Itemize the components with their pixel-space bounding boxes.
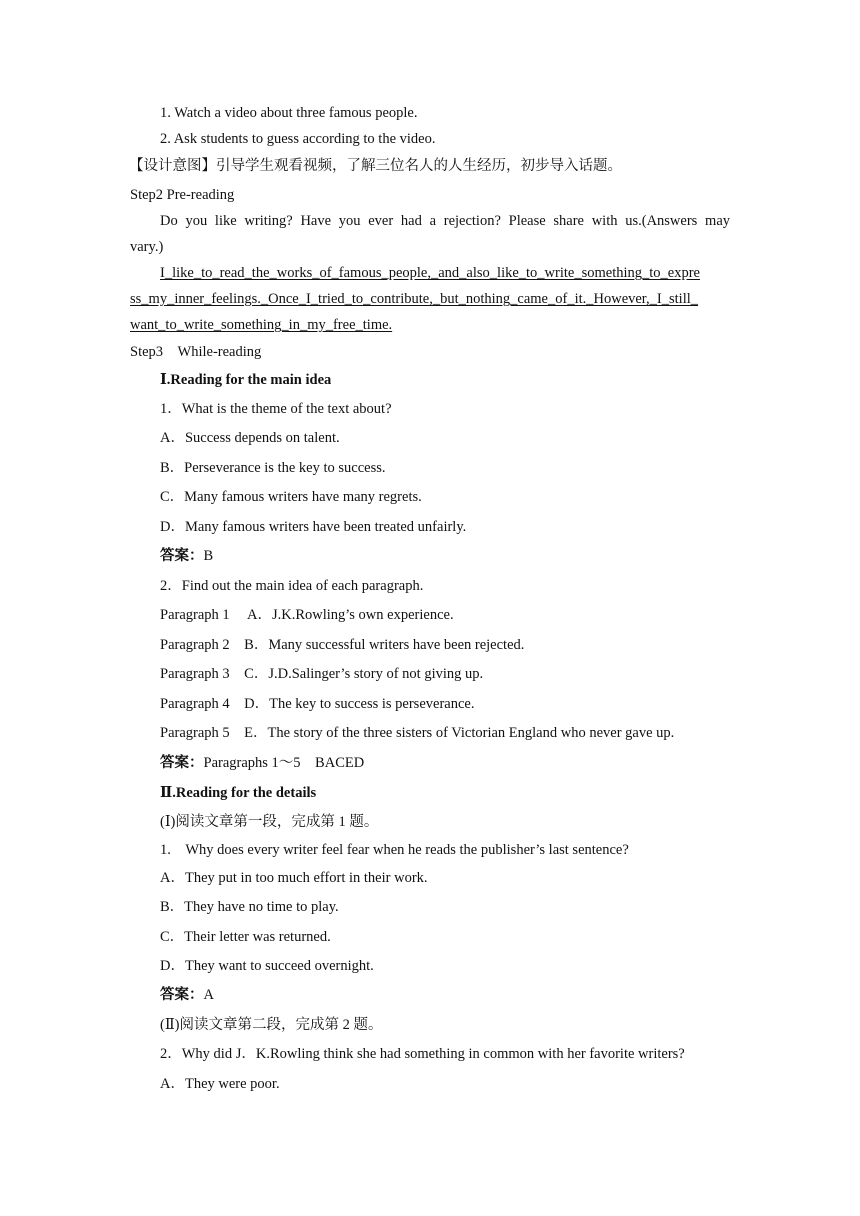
detail-q1-option-a: A．They put in too much effort in their work. [160,870,428,886]
step2-question-line2: vary.) [130,239,164,255]
answer-value: A [203,987,214,1003]
intro-item-1: 1. Watch a video about three famous people. [160,105,418,121]
q1-answer [160,547,213,565]
step2-answer-line3: want_to_write_something_in_my_free_time. [130,317,393,333]
paragraph-1-idea: Paragraph 1 A．J.K.Rowling’s own experience. [160,607,454,623]
part2-question-2: 2．Why did J．K.Rowling think she had something in common with her favorite writers? [160,1046,685,1062]
q2-answer [160,754,364,772]
detail-q1-option-b: B．They have no time to play. [160,899,339,915]
detail-q2-option-a: A．They were poor. [160,1076,280,1092]
paragraph-2-idea: Paragraph 2 B．Many successful writers have been rejected. [160,637,525,653]
part2-sub2-intro: (Ⅱ)阅读文章第二段，完成第 2 题。 [160,1017,383,1033]
q1-option-a: A．Success depends on talent. [160,430,340,446]
answer-value: Paragraphs 1～5 BACED [203,755,365,771]
step2-answer-line2: ss_my_inner_feelings._Once_I_tried_to_contribute,_but_nothing_came_of_it._However,_I_still_ [130,291,699,307]
q1-option-c: C．Many famous writers have many regrets. [160,489,422,505]
q1-option-d: D．Many famous writers have been treated unfairly. [160,519,467,535]
step3-heading: Step3 While-reading [130,344,262,360]
part1-question-2: 2．Find out the main idea of each paragraph. [160,578,424,594]
step2-question-line1: Do you like writing? Have you ever had a rejection? Please share with us.(Answers may [160,213,730,229]
answer-label: 答案： [160,548,204,564]
part1-question-1: 1．What is the theme of the text about? [160,401,392,417]
paragraph-4-idea: Paragraph 4 D．The key to success is perseverance. [160,696,475,712]
detail-q1-option-c: C．Their letter was returned. [160,929,331,945]
answer-label: 答案： [160,755,204,771]
answer-label: 答案： [160,987,204,1003]
detail-q1-answer [160,986,214,1004]
part2-question-1: 1. Why does every writer feel fear when he reads the publisher’s last sentence? [160,842,629,858]
intro-item-2: 2. Ask students to guess according to the video. [160,131,436,147]
design-intent: 【设计意图】引导学生观看视频，了解三位名人的人生经历，初步导入话题。 [129,158,622,174]
paragraph-3-idea: Paragraph 3 C．J.D.Salinger’s story of not giving up. [160,666,484,682]
paragraph-5-idea: Paragraph 5 E．The story of the three sisters of Victorian England who never gave up. [160,725,675,741]
q1-option-b: B．Perseverance is the key to success. [160,460,386,476]
detail-q1-option-d: D．They want to succeed overnight. [160,958,374,974]
part2-sub1-intro: (Ⅰ)阅读文章第一段，完成第 1 题。 [160,814,379,830]
step2-heading: Step2 Pre-reading [130,187,235,203]
step2-answer-line1: I_like_to_read_the_works_of_famous_people,_and_also_like_to_write_something_to_expre [160,265,700,281]
part1-title: Ⅰ.Reading for the main idea [160,372,332,388]
part2-title: Ⅱ.Reading for the details [160,785,317,801]
answer-value: B [203,548,214,564]
